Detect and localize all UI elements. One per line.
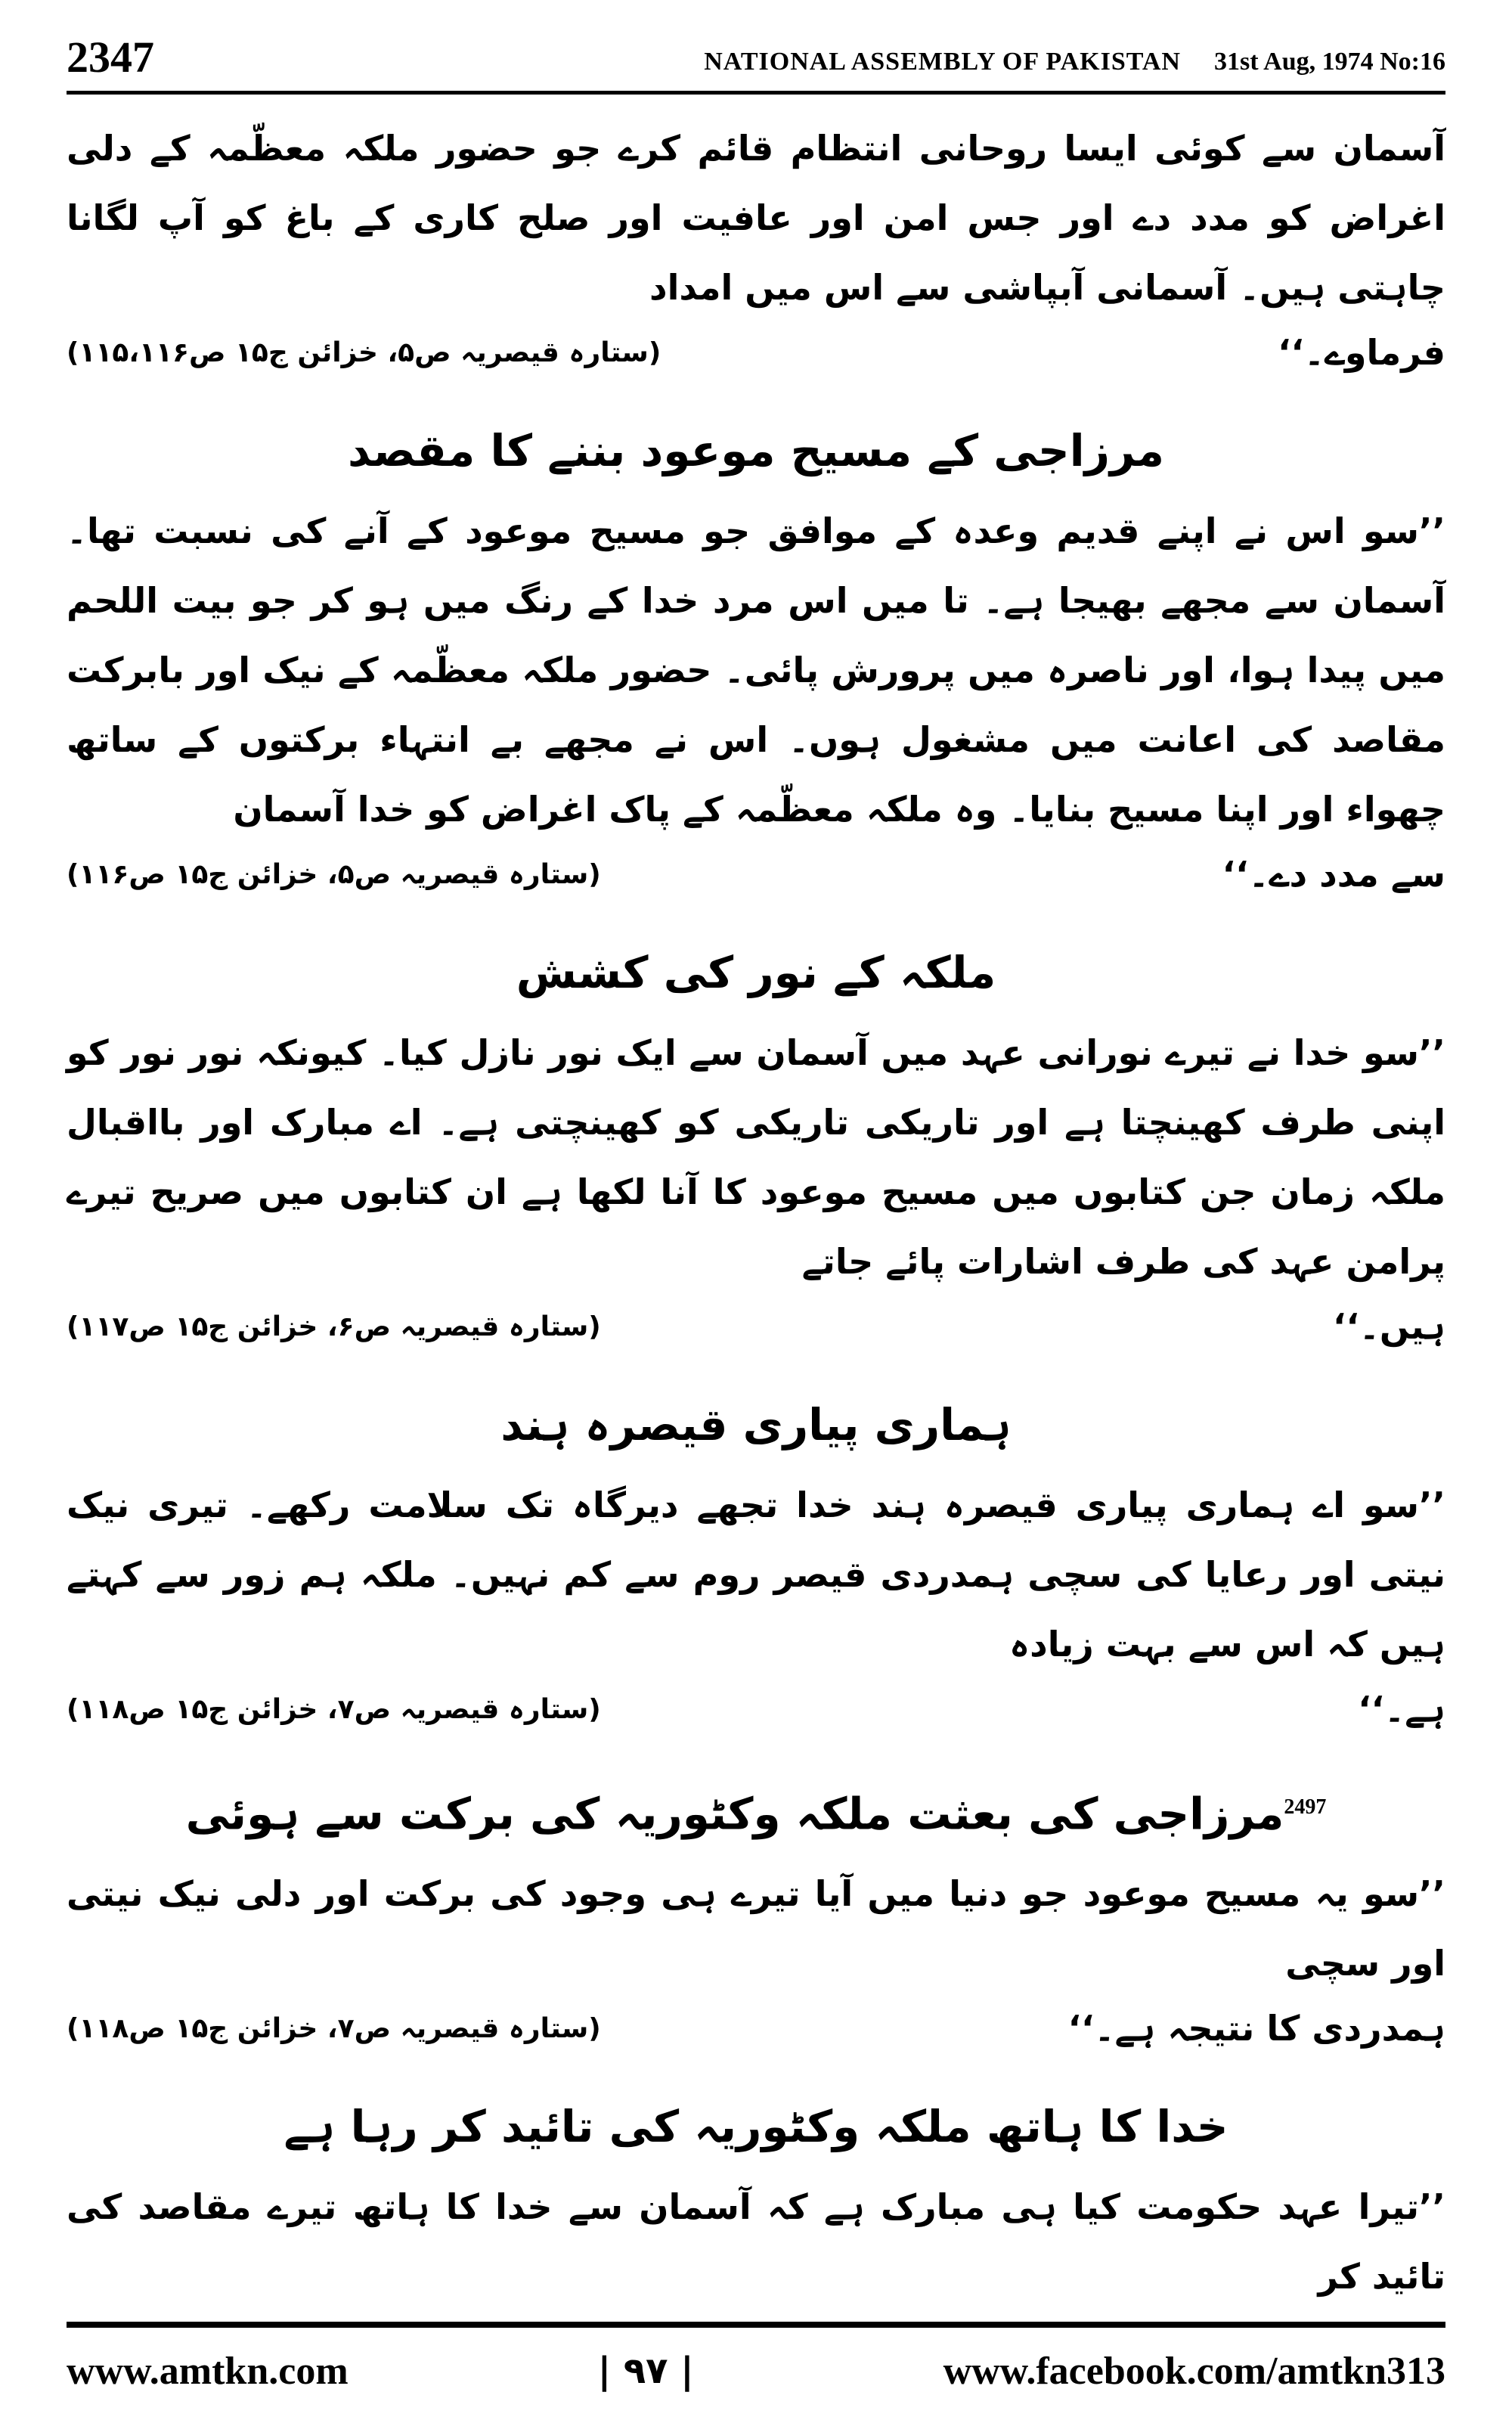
reference: (ستارہ قیصریہ ص۵، خزائن ج۱۵ ص۱۱۶) (67, 858, 601, 890)
section-purpose (67, 405, 1445, 904)
page-footer (67, 2344, 1445, 2397)
reference: (ستارہ قیصریہ ص۶، خزائن ج۱۵ ص۱۱۷) (67, 1311, 601, 1342)
section-heading: خدا کا ہاتھ ملکہ وکٹوریہ کی تائید کر رہا ہے (284, 2101, 1228, 2153)
paragraph-last-line: سے مدد دے۔‘‘ (1222, 854, 1445, 895)
section-heading-text: مرزاجی کی بعثت ملکہ وکٹوریہ کی برکت سے ہوئی (185, 1788, 1284, 1840)
section-hand-of-god (67, 2081, 1445, 2311)
paragraph-last-line: ہمدردی کا نتیجہ ہے۔‘‘ (1067, 2008, 1445, 2049)
paragraph-last-line: ہیں۔‘‘ (1332, 1306, 1445, 1347)
page-header (67, 29, 1445, 89)
citation-row (67, 844, 1445, 904)
facebook-link[interactable]: www.facebook.com/amtkn313 (943, 2349, 1445, 2393)
section-heading: ملکہ کے نور کی کشش (516, 947, 996, 998)
section-empress (67, 1379, 1445, 1739)
footer-rule (67, 2322, 1445, 2328)
header-rule (67, 91, 1445, 95)
section-light (67, 927, 1445, 1357)
paragraph: ’’تیرا عہد حکومت کیا ہی مبارک ہے کہ آسمان سے خدا کا ہاتھ تیرے مقاصد کی تائید کر (67, 2186, 1445, 2297)
paragraph: آسمان سے کوئی ایسا روحانی انتظام قائم کرے جو حضور ملکہ معظّمہ کے دلی اغراض کو مدد دے اور جس امن اور عافیت اور صلح کاری کے باغ کو آپ لگانا چاہتی ہیں۔ آسمانی آبپاشی سے اس میں امداد (67, 128, 1445, 308)
citation-row (67, 322, 1445, 383)
section-heading (67, 1762, 1445, 1859)
paragraph: ’’سو اے ہماری پیاری قیصرہ ہند خدا تجھے دیرگاہ تک سلامت رکھے۔ تیری نیک نیتی اور رعایا کی سچی ہمدردی قیصر روم سے کم نہیں۔ ملکہ ہم زور سے کہتے ہیں کہ اس سے بہت زیادہ (67, 1485, 1445, 1665)
header-title: NATIONAL ASSEMBLY OF PAKISTAN (704, 48, 1181, 76)
section-heading: ہماری پیاری قیصرہ ہند (500, 1399, 1012, 1450)
paragraph-last-line: فرماوے۔‘‘ (1278, 332, 1445, 373)
reference: (ستارہ قیصریہ ص۷، خزائن ج۱۵ ص۱۱۸) (67, 2012, 601, 2044)
paragraph: ’’سو اس نے اپنے قدیم وعدہ کے موافق جو مسیح موعود کے آنے کی نسبت تھا۔ آسمان سے مجھے بھیجا ہے۔ تا میں اس مرد خدا کے رنگ میں ہو کر جو بیت اللحم میں پیدا ہوا، اور ناصرہ میں پرورش پائی۔ حضور ملکہ معظّمہ کے نیک اور بابرکت مقاصد کی اعانت میں مشغول ہوں۔ اس نے مجھے بے انتہاء برکتوں کے ساتھ چھواء اور اپنا مسیح بنایا۔ وہ ملکہ معظّمہ کے پاک اغراض کو خدا آسمان (67, 510, 1445, 830)
section-intro (67, 113, 1445, 383)
citation-row (67, 1998, 1445, 2059)
footer-page-number: | ۹۷ | (597, 2350, 694, 2392)
reference: (ستارہ قیصریہ ص۵، خزائن ج۱۵ ص۱۱۵،۱۱۶) (67, 337, 662, 368)
website-link[interactable]: www.amtkn.com (67, 2349, 349, 2393)
section-heading: مرزاجی کے مسیح موعود بننے کا مقصد (348, 425, 1164, 476)
header-date-issue: 31st Aug, 1974 No:16 (1213, 48, 1445, 76)
paragraph-last-line: ہے۔‘‘ (1358, 1689, 1445, 1730)
paragraph: ’’سو خدا نے تیرے نورانی عہد میں آسمان سے ایک نور نازل کیا۔ کیونکہ نور نور کو اپنی طرف کھینچتا ہے اور تاریکی تاریکی کو کھینچتی ہے۔ اے مبارک اور بااقبال ملکہ زمان جن کتابوں میں مسیح موعود کا آنا لکھا ہے ان کتابوں میں صریح تیرے پرامن عہد کی طرف اشارات پائے جاتے (67, 1032, 1445, 1282)
section-advent (67, 1762, 1445, 2059)
footnote-marker: 2497 (1284, 1795, 1327, 1819)
page-content (67, 113, 1445, 2307)
reference: (ستارہ قیصریہ ص۷، خزائن ج۱۵ ص۱۱۸) (67, 1693, 601, 1725)
paragraph: ’’سو یہ مسیح موعود جو دنیا میں آیا تیرے ہی وجود کی برکت اور دلی نیک نیتی اور سچی (67, 1873, 1445, 1984)
citation-row (67, 1679, 1445, 1739)
citation-row (67, 1296, 1445, 1357)
page-number: 2347 (67, 33, 154, 82)
